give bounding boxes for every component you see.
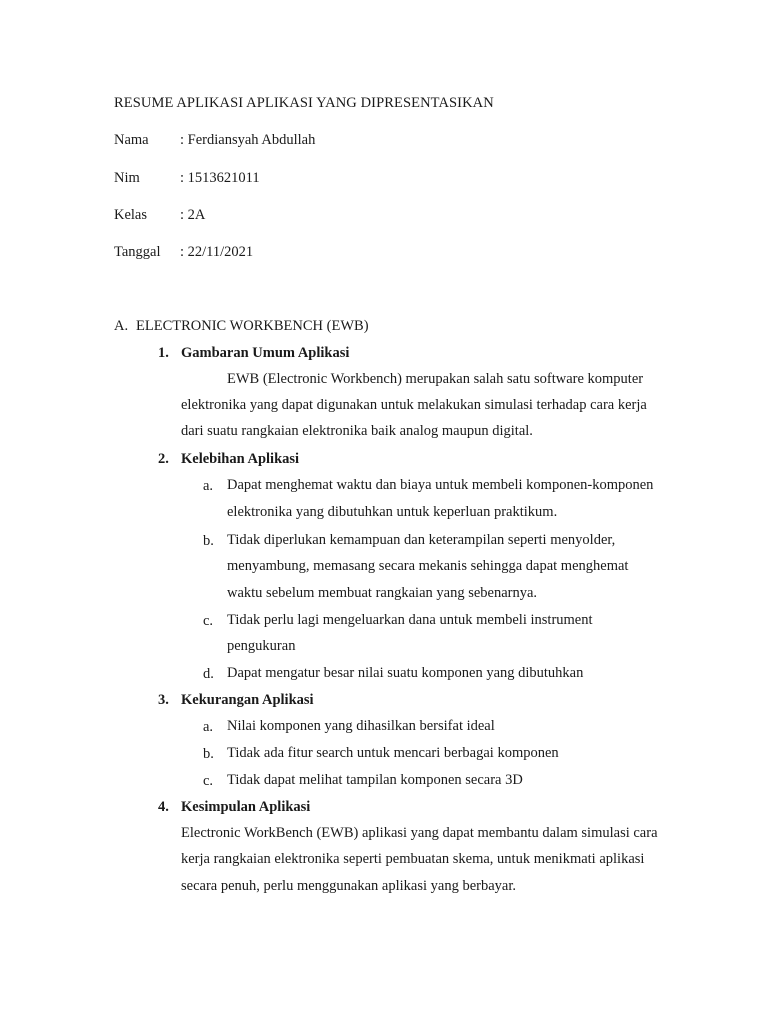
subsection-number-4: 4. <box>158 799 169 815</box>
list-item-line: Tidak perlu lagi mengeluarkan dana untuk membeli instrument <box>227 612 593 628</box>
paragraph-line: Electronic WorkBench (EWB) aplikasi yang dapat membantu dalam simulasi cara <box>181 825 658 841</box>
list-letter: c. <box>203 613 214 629</box>
section-marker: A. <box>114 318 129 334</box>
list-item-line: Tidak dapat melihat tampilan komponen secara 3D <box>227 772 523 788</box>
list-item-line: menyambung, memasang secara mekanis sehingga dapat menghemat <box>227 558 629 574</box>
info-label-nama: Nama <box>114 132 149 148</box>
list-item-line: Dapat menghemat waktu dan biaya untuk membeli komponen-komponen <box>227 477 654 493</box>
list-item-line: Tidak ada fitur search untuk mencari berbagai komponen <box>227 745 559 761</box>
info-value-tanggal: : 22/11/2021 <box>180 244 254 260</box>
list-item-line: Tidak diperlukan kemampuan dan keterampilan seperti menyolder, <box>227 532 616 548</box>
list-item-line: Nilai komponen yang dihasilkan bersifat ideal <box>227 718 495 734</box>
section-heading: ELECTRONIC WORKBENCH (EWB) <box>136 318 369 334</box>
list-letter: a. <box>203 719 214 735</box>
list-letter: b. <box>203 533 214 549</box>
info-label-tanggal: Tanggal <box>114 244 161 260</box>
list-letter: b. <box>203 746 214 762</box>
info-value-kelas: : 2A <box>180 207 206 223</box>
subsection-heading-1: Gambaran Umum Aplikasi <box>181 345 350 361</box>
paragraph-line: EWB (Electronic Workbench) merupakan salah satu software komputer <box>227 371 644 387</box>
list-item-line: elektronika yang dibutuhkan untuk keperluan praktikum. <box>227 504 558 520</box>
list-letter: a. <box>203 478 214 494</box>
list-item-line: waktu sebelum membuat rangkaian yang sebenarnya. <box>227 585 538 601</box>
document-title: RESUME APLIKASI APLIKASI YANG DIPRESENTASIKAN <box>114 95 494 111</box>
paragraph-line: secara penuh, perlu menggunakan aplikasi yang berbayar. <box>181 878 516 894</box>
subsection-heading-2: Kelebihan Aplikasi <box>181 451 300 467</box>
subsection-heading-4: Kesimpulan Aplikasi <box>181 799 311 815</box>
info-value-nim: : 1513621011 <box>180 170 260 186</box>
info-label-kelas: Kelas <box>114 207 148 223</box>
list-letter: d. <box>203 666 214 682</box>
paragraph-line: dari suatu rangkaian elektronika baik analog maupun digital. <box>181 423 533 439</box>
list-letter: c. <box>203 773 214 789</box>
paragraph-line: elektronika yang dapat digunakan untuk melakukan simulasi terhadap cara kerja <box>181 397 647 413</box>
subsection-number-1: 1. <box>158 345 169 361</box>
info-value-nama: : Ferdiansyah Abdullah <box>180 132 316 148</box>
info-label-nim: Nim <box>114 170 140 186</box>
paragraph-line: kerja rangkaian elektronika seperti pembuatan skema, untuk menikmati aplikasi <box>181 851 645 867</box>
list-item-line: Dapat mengatur besar nilai suatu komponen yang dibutuhkan <box>227 665 584 681</box>
subsection-number-2: 2. <box>158 451 169 467</box>
subsection-heading-3: Kekurangan Aplikasi <box>181 692 314 708</box>
list-item-line: pengukuran <box>227 638 296 654</box>
subsection-number-3: 3. <box>158 692 169 708</box>
